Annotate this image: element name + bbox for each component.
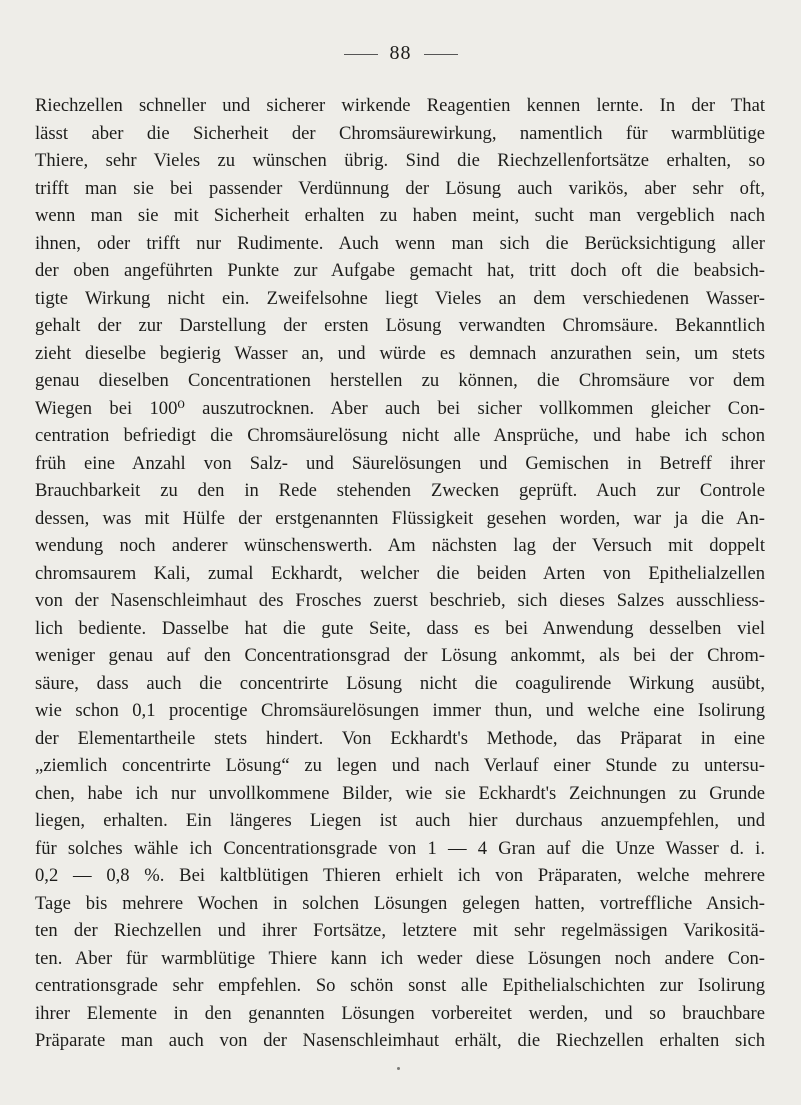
text-line: zieht dieselbe begierig Wasser an, und würde es demnach anzurathen sein, um stets	[35, 342, 765, 364]
text-line: Wiegen bei 100⁰ auszutrocknen. Aber auch bei sicher vollkommen gleicher Con-	[35, 397, 765, 419]
text-line: ihrer Elemente in den genannten Lösungen vorbereitet werden, und so brauchbare	[35, 1002, 765, 1024]
body-text	[35, 92, 765, 1055]
text-line: chromsaurem Kali, zumal Eckhardt, welcher die beiden Arten von Epithelialzellen	[35, 562, 765, 584]
text-line: Riechzellen schneller und sicherer wirkende Reagentien kennen lernte. In der That	[35, 95, 765, 116]
text-line: Thiere, sehr Vieles zu wünschen übrig. Sind die Riechzellenfortsätze erhalten, so	[35, 150, 765, 171]
text-line: ten der Riechzellen und ihrer Fortsätze, letztere mit sehr regelmässigen Varikositä-	[35, 920, 765, 941]
text-line: centrationsgrade sehr empfehlen. So schön sonst alle Epithelialschichten zur Isolirung	[35, 975, 765, 996]
text-line: centration befriedigt die Chromsäurelösung nicht alle Ansprüche, und habe ich schon	[35, 425, 765, 446]
text-line: der Elementartheile stets hindert. Von Eckhardt's Methode, das Präparat in eine	[35, 727, 765, 749]
text-line: der oben angeführten Punkte zur Aufgabe gemacht hat, tritt doch oft die beabsich-	[35, 260, 765, 281]
print-speck	[397, 1067, 400, 1070]
text-line: früh eine Anzahl von Salz- und Säurelösungen und Gemischen in Betreff ihrer	[35, 452, 765, 474]
text-line: genau dieselben Concentrationen herstellen zu können, die Chromsäure vor dem	[35, 370, 765, 391]
text-line: lässt aber die Sicherheit der Chromsäurewirkung, namentlich für warmblütige	[35, 122, 765, 144]
text-line: wendung noch anderer wünschenswerth. Am nächsten lag der Versuch mit doppelt	[35, 535, 765, 556]
text-line: chen, habe ich nur unvollkommene Bilder, wie sie Eckhardt's Zeichnungen zu Grunde	[35, 782, 765, 804]
text-line: Brauchbarkeit zu den in Rede stehenden Zwecken geprüft. Auch zur Controle	[35, 480, 765, 501]
header-dash-left	[344, 54, 378, 55]
header-dash-right	[424, 54, 458, 55]
text-line: Tage bis mehrere Wochen in solchen Lösungen gelegen hatten, vortreffliche Ansich-	[35, 892, 765, 914]
text-line: tigte Wirkung nicht ein. Zweifelsohne liegt Vieles an dem verschiedenen Wasser-	[35, 287, 765, 309]
text-line: gehalt der zur Darstellung der ersten Lösung verwandten Chromsäure. Bekanntlich	[35, 315, 765, 336]
text-line: wie schon 0,1 procentige Chromsäurelösungen immer thun, und welche eine Isolirung	[35, 700, 765, 721]
text-line: „ziemlich concentrirte Lösung“ zu legen und nach Verlauf einer Stunde zu untersu-	[35, 755, 765, 776]
text-line: wenn man sie mit Sicherheit erhalten zu haben meint, sucht man vergeblich nach	[35, 205, 765, 226]
text-line: weniger genau auf den Concentrationsgrad der Lösung ankommt, als bei der Chrom-	[35, 645, 765, 666]
text-line: 0,2 — 0,8 %. Bei kaltblütigen Thieren erhielt ich von Präparaten, welche mehrere	[35, 865, 765, 886]
text-line: von der Nasenschleimhaut des Frosches zuerst beschrieb, sich dieses Salzes ausschliess-	[35, 590, 765, 611]
text-line: dessen, was mit Hülfe der erstgenannten Flüssigkeit gesehen worden, war ja die An-	[35, 507, 765, 529]
page-header	[0, 42, 801, 65]
text-line: ten. Aber für warmblütige Thiere kann ich weder diese Lösungen noch andere Con-	[35, 947, 765, 969]
page-number: 88	[389, 42, 412, 64]
text-line: liegen, erhalten. Ein längeres Liegen ist auch hier durchaus anzuempfehlen, und	[35, 810, 765, 831]
text-line: ihnen, oder trifft nur Rudimente. Auch wenn man sich die Berücksichtigung aller	[35, 232, 765, 254]
text-line: säure, dass auch die concentrirte Lösung nicht die coagulirende Wirkung ausübt,	[35, 672, 765, 694]
text-line: für solches wähle ich Concentrationsgrade von 1 — 4 Gran auf die Unze Wasser d. i.	[35, 837, 765, 859]
text-line: Präparate man auch von der Nasenschleimhaut erhält, die Riechzellen erhalten sich	[35, 1030, 765, 1051]
text-line: trifft man sie bei passender Verdünnung der Lösung auch varikös, aber sehr oft,	[35, 177, 765, 199]
text-line: lich bediente. Dasselbe hat die gute Seite, dass es bei Anwendung desselben viel	[35, 617, 765, 639]
